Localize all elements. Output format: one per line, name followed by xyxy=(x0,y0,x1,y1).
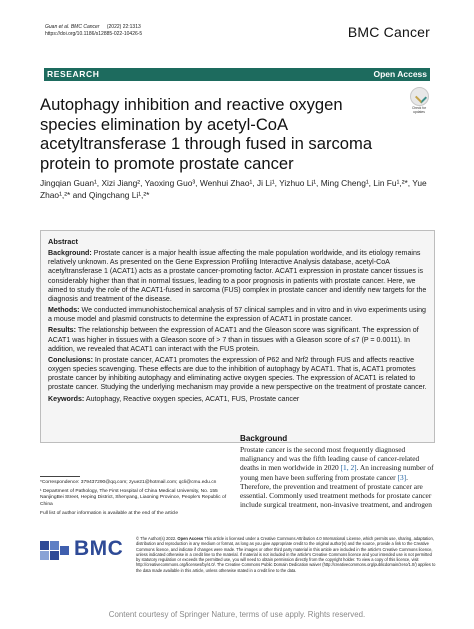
abstract-box xyxy=(40,230,435,443)
affiliation: ¹ Department of Pathology, The First Hospital of China Medical University, No. 155 NanjingBei Street, Heping District, Shenyang, Liaoning Province, People's Republic of China xyxy=(40,489,227,507)
license-body: This article is licensed under a Creative Commons Attribution 4.0 International License, which permits use, sharing, adaptation, distribution and reproduction in any medium or format, as long as you give appropriate credit to the original author(s) and the source, provide a link to the Creative Commons licence, and indicate if changes were made. The images or other third party material in this article are included in the article's Creative Commons licence, unless indicated otherwise in a credit line to the material. If material is not included in the article's Creative Commons licence and your intended use is not permitted by statutory regulation or exceeds the permitted use, you will need to obtain permission directly from the copyright holder. To view a copy of this licence, visit http://creativecommons.org/licenses/by/4.0/. The Creative Commons Public Domain Dedication waiver (http://creativecommons.org/publicdomain/zero/1.0/) applies to the data made available in this article, unless otherwise stated in a credit line to the data. xyxy=(136,536,436,573)
background-paragraph xyxy=(240,445,435,509)
background-heading: Background xyxy=(240,434,288,443)
footer-notice: Content courtesy of Springer Nature, terms of use apply. Rights reserved. xyxy=(108,610,366,619)
reference-link-3[interactable]: [3] xyxy=(397,472,407,482)
abstract-conclusions xyxy=(48,356,427,393)
conclusions-label: Conclusions: xyxy=(48,355,93,364)
license-text xyxy=(136,536,436,573)
abstract-keywords xyxy=(48,395,427,404)
abstract-results xyxy=(48,326,427,353)
year-volume: (2022) 22:1313 xyxy=(106,24,141,30)
doi-link[interactable]: https://doi.org/10.1186/s12885-022-10426-5 xyxy=(45,31,143,37)
background-text-2: . An increasing number of young men have been suffering from prostate cancer xyxy=(240,463,434,482)
section-label: RESEARCH xyxy=(47,69,100,79)
footnote-rule xyxy=(40,476,80,477)
check-updates-icon xyxy=(410,87,429,106)
abstract-methods xyxy=(48,306,427,324)
logo-square-4 xyxy=(50,551,59,560)
article-meta xyxy=(45,24,147,38)
logo-square-1 xyxy=(40,541,49,550)
reference-link-1-2[interactable]: [1, 2] xyxy=(340,463,357,473)
background-section xyxy=(240,434,435,509)
background-text-1: Prostate cancer is the second most frequently diagnosed malignancy and was the fifth leading cause of cancer-related deaths in men worldwide in 2020 xyxy=(240,445,420,473)
methods-label: Methods: xyxy=(48,306,80,315)
open-access-label: Open Access xyxy=(373,69,427,79)
methods-text: We conducted immunohistochemical analysis of 57 clinical samples and in vitro and in vivo experiments using a mouse model and plasmid constructs to determine the expression of ACAT1 in prostate cancer. xyxy=(48,306,426,324)
bmc-logo-text: BMC xyxy=(74,537,124,560)
results-text: The relationship between the expression of ACAT1 and the Gleason score was significant. The expression of ACAT1 was higher in tissues with a Gleason score of > 7 than in tissues with a Gleason score of ≤7 (P = 0.0011). In addition, we revealed that ACAT1 can interact with the FUS protein. xyxy=(48,326,419,353)
logo-square-5 xyxy=(60,546,69,555)
keywords-label: Keywords: xyxy=(48,394,85,403)
section-bar xyxy=(44,68,430,81)
citation: Guan et al. BMC Cancer xyxy=(45,24,100,30)
license-lead: © The Author(s) 2022. xyxy=(136,536,178,541)
abstract-background xyxy=(48,249,427,304)
correspondence-block xyxy=(40,476,230,520)
keywords-text: Autophagy, Reactive oxygen species, ACAT1, FUS, Prostate cancer xyxy=(84,394,300,403)
results-label: Results: xyxy=(48,326,76,335)
background-text-3: . Therefore, the prevention and treatment of prostate cancer are essential. Commonly used treatment methods for prostate cancer include surgical treatment, non-invasive treatment, and androgen xyxy=(240,472,432,510)
correspondence-emails: *Correspondence: 379437290@qq.com; zyue21@hotmail.com; qcli@cmu.edu.cn xyxy=(40,480,217,485)
logo-square-2 xyxy=(50,541,59,550)
background-text: Prostate cancer is a major health issue affecting the male population worldwide, and its etiology remains relatively unknown. As presented on the Gene Expression Profiling Interactive Analysis database, acetyl-CoA acetyltransferase 1 (ACAT1) acts as a prostate cancer-promoting factor. ACAT1 expression in prostate cancer tissues is considerably higher than that in normal tissues, leading to a poor prognosis in patients with prostate cancer. Here, we aimed to study the role of the ACAT1-fused in sarcoma (FUS) complex in prostate cancer and identify new targets for the diagnosis and treatment of the disease. xyxy=(48,249,427,303)
abstract-heading: Abstract xyxy=(48,237,78,246)
author-info-note: Full list of author information is available at the end of the article xyxy=(40,510,179,516)
check-updates-label: Check for updates xyxy=(411,106,427,114)
license-open-access: Open Access xyxy=(177,536,204,541)
logo-square-3 xyxy=(40,551,49,560)
author-list: Jingqian Guan¹, Xizi Jiang², Yaoxing Guo³, Wenhui Zhao¹, Ji Li¹, Yizhuo Li¹, Ming Cheng¹, Lin Fu¹,²*, Yue Zhao¹,²* and Qingchang Li¹,²* xyxy=(40,178,427,200)
check-for-updates-button[interactable] xyxy=(408,87,430,114)
background-label: Background: xyxy=(48,249,92,258)
journal-name: BMC Cancer xyxy=(347,24,430,40)
article-title: Autophagy inhibition and reactive oxygen species elimination by acetyl-CoA acetyltransferase 1 through fused in sarcoma protein to promote prostate cancer xyxy=(40,95,373,174)
conclusions-text: In prostate cancer, ACAT1 promotes the expression of P62 and Nrf2 through FUS and affects reactive oxygen species scavenging. These effects are due to the inhibition of autophagy by ACAT1. That is, ACAT1 promotes prostate cancer by inhibiting autophagy and eliminating active oxygen species. The expression of ACAT1 is related to prostate cancer. Studying the underlying mechanism may provide a new perspective on the treatment of prostate cancer. xyxy=(48,355,427,392)
